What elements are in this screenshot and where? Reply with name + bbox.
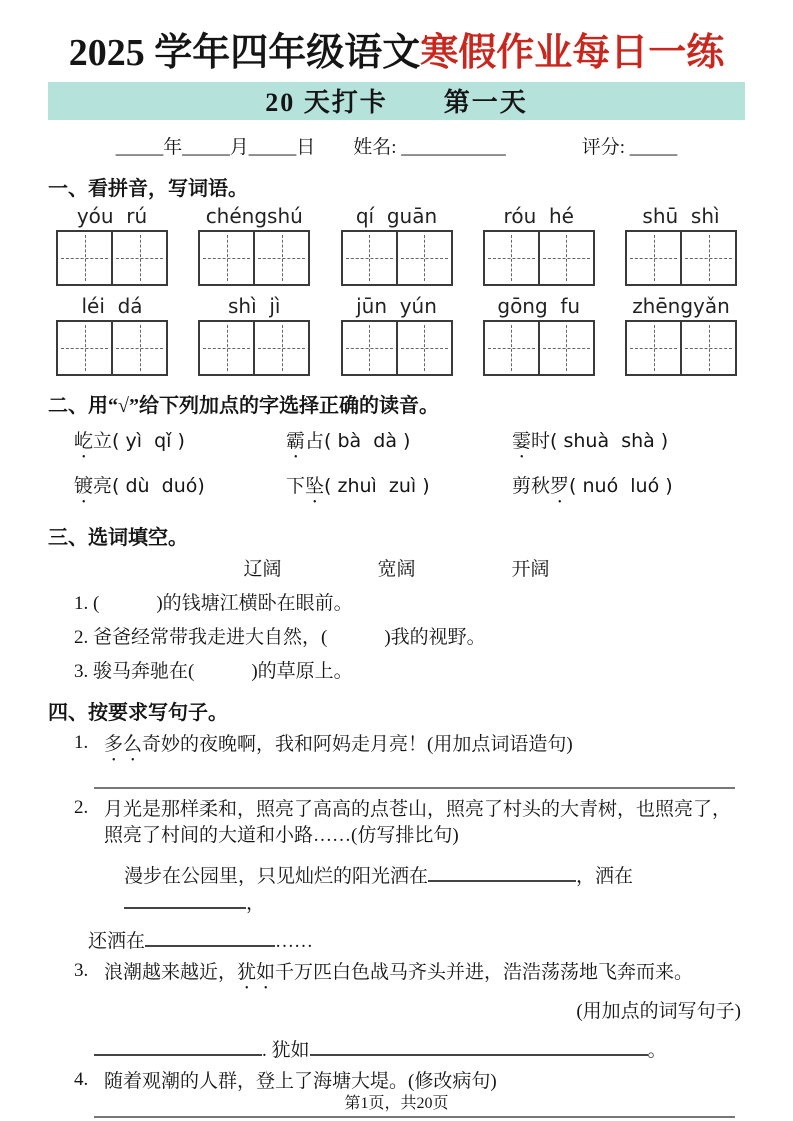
question-number: 1. bbox=[74, 731, 89, 753]
word-suffix: 亮 bbox=[93, 475, 113, 497]
writing-grid-box bbox=[483, 320, 595, 376]
writing-grid-box bbox=[483, 230, 595, 286]
pinyin-row-2 bbox=[48, 295, 745, 376]
pinyin-options: ( yì qǐ ) bbox=[112, 429, 185, 452]
pinyin-row-1 bbox=[48, 205, 745, 286]
writing-grid-box bbox=[198, 320, 310, 376]
pinyin-label: jūn yún bbox=[356, 293, 437, 318]
word-bank-option: 辽阔 bbox=[243, 558, 282, 580]
writing-cell bbox=[627, 322, 680, 374]
pinyin-label: gōng fu bbox=[497, 293, 581, 318]
writing-grid-box bbox=[341, 230, 453, 286]
dotted-char: 霎 bbox=[512, 430, 532, 452]
pattern-fill-line-2 bbox=[48, 926, 745, 953]
fill-text: ，洒在 bbox=[576, 865, 634, 887]
writing-cell bbox=[58, 322, 111, 374]
pinyin-options: ( dù duó) bbox=[112, 474, 205, 497]
word-prefix: 下 bbox=[286, 475, 306, 497]
pinyin-word-group bbox=[339, 295, 455, 376]
writing-grid-box bbox=[341, 320, 453, 376]
page-title bbox=[48, 32, 745, 76]
page-title-black: 2025 学年四年级语文 bbox=[68, 32, 421, 74]
dotted-char: 罗 bbox=[550, 475, 570, 497]
writing-cell bbox=[485, 322, 538, 374]
pinyin-label: róu hé bbox=[503, 203, 574, 228]
writing-grid-box bbox=[198, 230, 310, 286]
question-prefix: 浪潮越来越近， bbox=[104, 961, 238, 983]
fill-blank-item: 1. ( )的钱塘江横卧在眼前。 bbox=[74, 592, 353, 614]
section4-heading: 四、按要求写句子。 bbox=[48, 701, 228, 724]
answer-line bbox=[94, 1115, 735, 1118]
writing-cell bbox=[111, 322, 166, 374]
pinyin-options: ( shuà shà ) bbox=[550, 429, 669, 452]
pinyin-label: chéngshú bbox=[205, 203, 303, 228]
dotted-char: 镀 bbox=[74, 475, 94, 497]
sentence-question-1 bbox=[48, 732, 745, 766]
pronunciation-grid bbox=[48, 426, 745, 508]
writing-cell bbox=[111, 232, 166, 284]
fill-text: 还洒在 bbox=[88, 930, 146, 952]
pinyin-label: léi dá bbox=[81, 293, 143, 318]
pinyin-word-group bbox=[54, 295, 170, 376]
fill-blank-item: 2. 爸爸经常带我走进大自然，( )我的视野。 bbox=[74, 626, 486, 648]
word-suffix: 立 bbox=[93, 430, 113, 452]
question-number: 4. bbox=[74, 1068, 89, 1090]
pronunciation-item bbox=[286, 426, 512, 463]
pinyin-word-group bbox=[623, 205, 739, 286]
writing-cell bbox=[627, 232, 680, 284]
pinyin-label: shū shì bbox=[642, 203, 720, 228]
writing-grid-box bbox=[625, 320, 737, 376]
dotted-char: 坠 bbox=[305, 475, 325, 497]
pronunciation-item bbox=[74, 426, 286, 463]
answer-blank bbox=[94, 1040, 262, 1056]
answer-line bbox=[94, 786, 735, 789]
pinyin-options: ( nuó luó ) bbox=[569, 474, 673, 497]
fill-blank bbox=[428, 866, 576, 882]
pinyin-label: yóu rú bbox=[76, 203, 148, 228]
dotted-word: 多么 bbox=[104, 733, 143, 755]
answer-row bbox=[48, 1035, 745, 1062]
section1-heading: 一、看拼音，写词语。 bbox=[48, 177, 248, 200]
sentence-question-3 bbox=[48, 960, 745, 994]
writing-cell bbox=[343, 322, 396, 374]
writing-grid-box bbox=[56, 320, 168, 376]
pinyin-word-group bbox=[54, 205, 170, 286]
writing-cell bbox=[538, 232, 593, 284]
pinyin-word-group bbox=[623, 295, 739, 376]
dotted-char: 屹 bbox=[74, 430, 94, 452]
word-bank bbox=[48, 554, 745, 581]
pinyin-options: ( zhuì zuì ) bbox=[324, 474, 430, 497]
pronunciation-item bbox=[512, 471, 745, 508]
pinyin-word-group bbox=[196, 295, 312, 376]
page-title-red: 寒假作业每日一练 bbox=[420, 32, 725, 74]
question-rest: 奇妙的夜晚啊，我和阿妈走月亮！(用加点词语造句) bbox=[142, 733, 573, 755]
writing-grid-box bbox=[56, 230, 168, 286]
pinyin-word-group bbox=[481, 295, 597, 376]
fill-text: 漫步在公园里，只见灿烂的阳光洒在 bbox=[124, 865, 429, 887]
pinyin-options: ( bà dà ) bbox=[324, 429, 411, 452]
writing-grid-box bbox=[625, 230, 737, 286]
writing-cell bbox=[200, 232, 253, 284]
question-suffix: 千万匹白色战马齐头并进，浩浩荡荡地飞奔而来。 bbox=[275, 961, 694, 983]
fill-text: ， bbox=[246, 892, 266, 914]
answer-text: 。 bbox=[647, 1039, 667, 1061]
dotted-char: 霸 bbox=[286, 430, 306, 452]
page-number-footer: 第1页，共20页 bbox=[344, 1095, 449, 1112]
writing-cell bbox=[396, 232, 451, 284]
pronunciation-item bbox=[74, 471, 286, 508]
pinyin-label: shì jì bbox=[228, 293, 281, 318]
writing-cell bbox=[343, 232, 396, 284]
word-bank-option: 开阔 bbox=[511, 558, 550, 580]
section3-heading: 三、选词填空。 bbox=[48, 526, 188, 549]
word-bank-option: 宽阔 bbox=[377, 558, 416, 580]
word-suffix: 占 bbox=[305, 430, 325, 452]
word-suffix: 时 bbox=[531, 430, 551, 452]
question-number: 3. bbox=[74, 959, 89, 981]
pinyin-word-group bbox=[481, 205, 597, 286]
answer-text: . 犹如 bbox=[262, 1039, 310, 1061]
pinyin-label: qí guān bbox=[355, 203, 438, 228]
sentence-question-2 bbox=[48, 797, 745, 850]
day-banner: 20 天打卡 第一天 bbox=[48, 82, 745, 120]
dotted-word: 犹如 bbox=[237, 961, 276, 983]
question-text bbox=[104, 732, 745, 766]
pinyin-label: zhēngyǎn bbox=[632, 293, 730, 318]
question-number: 2. bbox=[74, 796, 89, 818]
answer-blank bbox=[310, 1040, 648, 1056]
fill-text: …… bbox=[275, 930, 314, 952]
section2-heading: 二、用“√”给下列加点的字选择正确的读音。 bbox=[48, 394, 439, 417]
question-note: (用加点的词写句子) bbox=[576, 1000, 741, 1022]
fill-blank-item: 3. 骏马奔驰在( )的草原上。 bbox=[74, 660, 353, 682]
pattern-fill-line-1 bbox=[48, 861, 745, 915]
fill-blank bbox=[124, 893, 246, 909]
date-name-score-line: _____年_____月_____日 姓名: ___________ 评分: _____ bbox=[115, 136, 678, 158]
pinyin-word-group bbox=[196, 205, 312, 286]
writing-cell bbox=[253, 232, 308, 284]
word-prefix: 剪秋 bbox=[512, 475, 551, 497]
writing-cell bbox=[253, 322, 308, 374]
writing-cell bbox=[396, 322, 451, 374]
pronunciation-item bbox=[286, 471, 512, 508]
question-text: 月光是那样柔和，照亮了高高的点苍山，照亮了村头的大青树，也照亮了，照亮了村间的大道和小路……(仿写排比句) bbox=[104, 798, 732, 847]
writing-cell bbox=[680, 232, 735, 284]
writing-cell bbox=[485, 232, 538, 284]
writing-cell bbox=[200, 322, 253, 374]
writing-cell bbox=[680, 322, 735, 374]
writing-cell bbox=[538, 322, 593, 374]
pronunciation-item bbox=[512, 426, 745, 463]
fill-blank bbox=[145, 931, 275, 947]
pinyin-word-group bbox=[339, 205, 455, 286]
writing-cell bbox=[58, 232, 111, 284]
question-text bbox=[104, 960, 745, 994]
question-text: 随着观潮的人群，登上了海塘大堤。(修改病句) bbox=[104, 1070, 497, 1092]
